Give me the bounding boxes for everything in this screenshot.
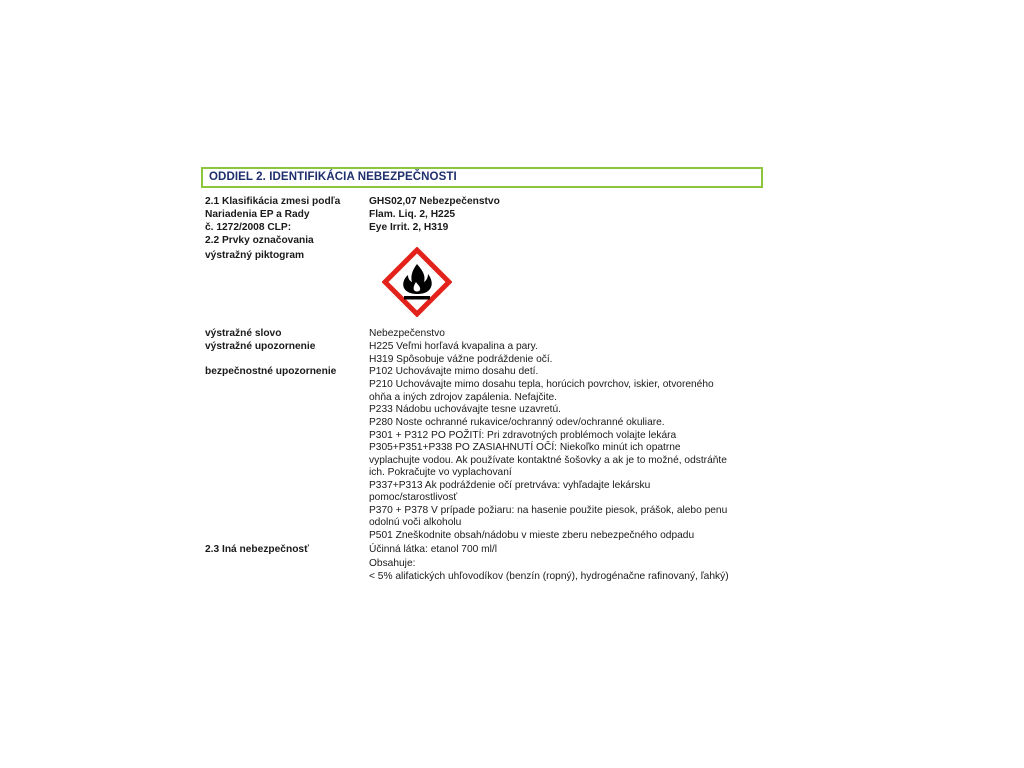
label-elements-heading: 2.2 Prvky označovania (205, 235, 314, 246)
classification-label-line-2: Nariadenia EP a Rady (205, 209, 310, 220)
classification-label-line-1: 2.1 Klasifikácia zmesi podľa (205, 196, 341, 207)
flame-pictogram-icon (382, 247, 452, 317)
other-hazards-line: < 5% alifatických uhľovodíkov (benzín (ropný), hydrogénačne rafinovaný, ľahký) (369, 571, 729, 582)
classification-value-line-3: Eye Irrit. 2, H319 (369, 222, 449, 233)
pictogram-label: výstražný piktogram (205, 250, 305, 261)
other-hazards-line: Obsahuje: (369, 558, 416, 569)
classification-value-line-1: GHS02,07 Nebezpečenstvo (369, 196, 500, 207)
hazard-statement-line: H225 Veľmi horľavá kvapalina a pary. (369, 341, 538, 352)
precautionary-statement-line: P102 Uchovávajte mimo dosahu detí. (369, 366, 539, 377)
precautionary-statement-line: ohňa a iných zdrojov zapálenia. Nefajčite. (369, 392, 558, 403)
other-hazards-label: 2.3 Iná nebezpečnosť (205, 544, 309, 555)
section-title: ODDIEL 2. IDENTIFIKÁCIA NEBEZPEČNOSTI (201, 167, 763, 188)
signal-word-value: Nebezpečenstvo (369, 328, 445, 339)
precautionary-statement-line: P301 + P312 PO POŽITÍ: Pri zdravotných problémoch volajte lekára (369, 430, 677, 441)
other-hazards-line: Účinná látka: etanol 700 ml/l (369, 544, 497, 555)
precautionary-statements-label: bezpečnostné upozornenie (205, 366, 337, 377)
precautionary-statement-line: P337+P313 Ak podráždenie očí pretrváva: vyhľadajte lekársku (369, 480, 651, 491)
hazard-statement-line: H319 Spôsobuje vážne podráždenie očí. (369, 354, 553, 365)
precautionary-statement-line: P370 + P378 V prípade požiaru: na hasenie použite piesok, prášok, alebo penu (369, 505, 728, 516)
precautionary-statement-line: P305+P351+P338 PO ZASIAHNUTÍ OČÍ: Niekoľko minút ich opatrne (369, 442, 681, 453)
hazard-statements-label: výstražné upozornenie (205, 341, 316, 352)
classification-label-line-3: č. 1272/2008 CLP: (205, 222, 292, 233)
precautionary-statement-line: P233 Nádobu uchovávajte tesne uzavretú. (369, 404, 561, 415)
precautionary-statement-line: ich. Pokračujte vo vyplachovaní (369, 467, 512, 478)
precautionary-statement-line: P210 Uchovávajte mimo dosahu tepla, horúcich povrchov, iskier, otvoreného (369, 379, 714, 390)
precautionary-statement-line: P501 Zneškodnite obsah/nádobu v mieste zberu nebezpečného odpadu (369, 530, 695, 541)
precautionary-statement-line: pomoc/starostlivosť (369, 492, 458, 503)
precautionary-statement-line: vyplachujte vodou. Ak používate kontaktné šošovky a ak je to možné, odstráňte (369, 455, 727, 466)
precautionary-statement-line: odolnú voči alkoholu (369, 517, 462, 528)
signal-word-label: výstražné slovo (205, 328, 282, 339)
classification-value-line-2: Flam. Liq. 2, H225 (369, 209, 456, 220)
precautionary-statement-line: P280 Noste ochranné rukavice/ochranný odev/ochranné okuliare. (369, 417, 665, 428)
